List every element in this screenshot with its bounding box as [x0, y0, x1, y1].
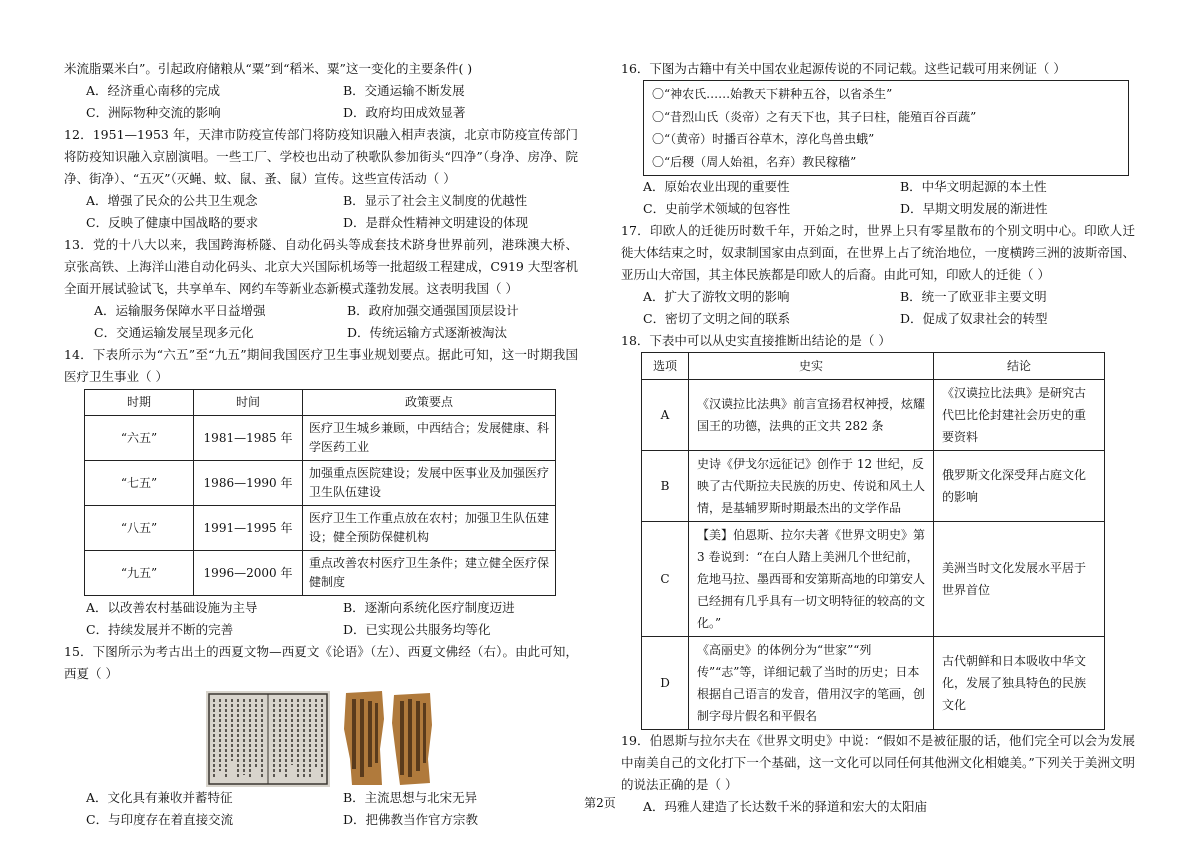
table-cell: 史诗《伊戈尔远征记》创作于 12 世纪，反映了古代斯拉夫民族的历史、传说和风土人情，是基辅罗斯时期最杰出的文学作品: [689, 451, 934, 522]
q17-option-c: C．密切了文明之间的联系: [643, 311, 791, 326]
q18-text: 18．下表中可以从史实直接推断出结论的是（ ）: [621, 333, 891, 348]
table-row: [642, 380, 1105, 451]
table-cell: “八五”: [85, 506, 194, 551]
q11-option-c: C．洲际物种交流的影响: [86, 105, 221, 120]
table-cell: 1991—1995 年: [194, 506, 303, 551]
q16-options-row-2: [621, 198, 1135, 220]
q13-option-a: A．运输服务保障水平日益增强: [94, 303, 266, 318]
table-cell: C: [642, 522, 689, 637]
q12-text: 12．1951—1953 年，天津市防疫宣传部门将防疫知识融入相声表演，北京市防疫宣传部门将防疫知识融入京剧演唱。一些工厂、学校也出动了秧歌队参加街头“四净”（身净、房净、院净、街净）、“五灭”（灭蝇、蚊、鼠、蚤、鼠）宣传。这些宣传活动（ ）: [64, 127, 578, 186]
table-row: [642, 637, 1105, 730]
table-header-row: [642, 353, 1105, 380]
q12-option-b: B．显示了社会主义制度的优越性: [343, 193, 528, 208]
q15-option-b: B．主流思想与北宋无异: [343, 790, 478, 805]
q17-option-d: D．促成了奴隶社会的转型: [900, 311, 1048, 326]
table-header-cell: 选项: [642, 353, 689, 380]
q16-option-a: A．原始农业出现的重要性: [643, 179, 790, 194]
q17-option-a: A．扩大了游牧文明的影响: [643, 289, 790, 304]
q15-text: 15．下图所示为考古出土的西夏文物—西夏文《论语》（左）、西夏文佛经（右）。由此可知，西夏（ ）: [64, 644, 578, 681]
table-header-cell: 时期: [85, 390, 194, 416]
q15-option-a: A．文化具有兼收并蓄特征: [86, 790, 233, 805]
table-cell: 《汉谟拉比法典》前言宣扬君权神授，炫耀国王的功德，法典的正文共 282 条: [689, 380, 934, 451]
table-cell: B: [642, 451, 689, 522]
q11-options-row-1: [64, 80, 578, 102]
quote-line: 〇“神农氏……始教天下耕种五谷，以省杀生”: [652, 87, 893, 101]
q15-images: [64, 689, 578, 787]
table-row: [85, 416, 556, 461]
table-header-cell: 政策要点: [303, 390, 556, 416]
q14-option-c: C．持续发展并不断的完善: [86, 622, 234, 637]
q16-text: 16．下图为古籍中有关中国农业起源传说的不同记载。这些记载可用来例证（ ）: [621, 61, 1066, 76]
table-cell: 俄罗斯文化深受拜占庭文化的影响: [934, 451, 1105, 522]
q16-quote-box: [643, 80, 1129, 176]
table-header-cell: 时间: [194, 390, 303, 416]
table-cell: 美洲当时文化发展水平居于世界首位: [934, 522, 1105, 637]
q14-table: [84, 389, 556, 596]
table-row: [642, 451, 1105, 522]
q12-option-d: D．是群众性精神文明建设的体现: [343, 215, 529, 230]
quote-line: 〇“（黄帝）时播百谷草木，淳化鸟兽虫蛾”: [652, 132, 875, 146]
q11-option-b: B．交通运输不断发展: [343, 83, 465, 98]
q13-option-b: B．政府加强交通强国顶层设计: [347, 303, 519, 318]
q14-text: 14．下表所示为“六五”至“九五”期间我国医疗卫生事业规划要点。据此可知，这一时期我国医疗卫生事业（ ）: [64, 347, 578, 384]
table-cell: A: [642, 380, 689, 451]
q12-options-row-2: [64, 212, 578, 234]
q13-text: 13．党的十八大以来，我国跨海桥隧、自动化码头等成套技术跻身世界前列，港珠澳大桥、京张高铁、上海洋山港自动化码头、北京大兴国际机场等一批超级工程建成，C919 大型客机全面开展试验试飞，共享单车、网约车等新业态新模式蓬勃发展。这表明我国（ ）: [64, 237, 578, 296]
table-cell: “九五”: [85, 551, 194, 596]
table-cell: “六五”: [85, 416, 194, 461]
q17-text: 17．印欧人的迁徙历时数千年，开始之时，世界上只有零星散布的个别文明中心。印欧人迁徙大体结束之时，奴隶制国家由点到面，在世界上占了统治地位，一度横跨三洲的波斯帝国、亚历山大帝国，其主体民族都是印欧人的后裔。由此可知，印欧人的迁徙（ ）: [621, 223, 1135, 282]
q11-option-a: A．经济重心南移的完成: [86, 83, 221, 98]
q16-option-d: D．早期文明发展的渐进性: [900, 201, 1048, 216]
table-cell: 1996—2000 年: [194, 551, 303, 596]
q14-option-d: D．已实现公共服务均等化: [343, 622, 491, 637]
table-row: [85, 551, 556, 596]
table-cell: 医疗卫生工作重点放在农村；加强卫生队伍建设；健全预防保健机构: [303, 506, 556, 551]
table-cell: D: [642, 637, 689, 730]
q11-options-row-2: [64, 102, 578, 124]
xixia-lunyu-book-image: [206, 691, 330, 787]
q11-option-d: D．政府均田成效显著: [343, 105, 466, 120]
xixia-sutra-fragments-image: [342, 689, 436, 787]
q14-options-row-2: [64, 619, 578, 641]
table-cell: 《高丽史》的体例分为“世家”“列传”“志”等，详细记载了当时的历史；日本根据自己语言的发音，借用汉字的笔画，创制字母片假名和平假名: [689, 637, 934, 730]
q12-option-a: A．增强了民众的公共卫生观念: [86, 193, 258, 208]
q14-options-row-1: [64, 597, 578, 619]
q19-option-a: A．玛雅人建造了长达数千米的驿道和宏大的太阳庙: [643, 799, 928, 814]
table-header-cell: 史实: [689, 353, 934, 380]
q12-options-row-1: [64, 190, 578, 212]
table-cell: 1981—1985 年: [194, 416, 303, 461]
table-cell: 重点改善农村医疗卫生条件；建立健全医疗保健制度: [303, 551, 556, 596]
q13-options-row-1: [64, 300, 578, 322]
q15-option-d: D．把佛教当作官方宗教: [343, 812, 479, 827]
q13-options-row-2: [64, 322, 578, 344]
right-column: [621, 58, 1135, 818]
q14-option-b: B．逐渐向系统化医疗制度迈进: [343, 600, 515, 615]
table-row: [642, 522, 1105, 637]
q13-option-c: C．交通运输发展呈现多元化: [94, 325, 254, 340]
q12-option-c: C．反映了健康中国战略的要求: [86, 215, 259, 230]
quote-line: 〇“昔烈山氏（炎帝）之有天下也，其子曰柱，能殖百谷百蔬”: [652, 109, 977, 124]
table-cell: 医疗卫生城乡兼顾，中西结合；发展健康、科学医药工业: [303, 416, 556, 461]
q16-option-b: B．中华文明起源的本土性: [900, 179, 1047, 194]
q17-option-b: B．统一了欧亚非主要文明: [900, 289, 1047, 304]
table-cell: “七五”: [85, 461, 194, 506]
left-column: [64, 58, 578, 831]
q18-table: [641, 352, 1105, 730]
q15-option-c: C．与印度存在着直接交流: [86, 812, 234, 827]
table-cell: 古代朝鲜和日本吸收中华文化，发展了独具特色的民族文化: [934, 637, 1105, 730]
table-header-cell: 结论: [934, 353, 1105, 380]
q13-option-d: D．传统运输方式逐渐被淘汰: [347, 325, 508, 340]
page-number: 第2页: [584, 796, 616, 810]
q16-options-row-1: [621, 176, 1135, 198]
q19-text: 19．伯恩斯与拉尔夫在《世界文明史》中说：“假如不是被征服的话，他们完全可以会为发展中南美自己的文化打下一个基础，这一文化可以同任何其他洲文化相媲美。”下列关于美洲文明的说法正确的是（ ）: [621, 733, 1135, 792]
q14-option-a: A．以改善农村基础设施为主导: [86, 600, 258, 615]
table-header-row: [85, 390, 556, 416]
q17-options-row-1: [621, 286, 1135, 308]
table-row: [85, 461, 556, 506]
table-cell: 《汉谟拉比法典》是研究古代巴比伦封建社会历史的重要资料: [934, 380, 1105, 451]
table-row: [85, 506, 556, 551]
table-cell: 1986—1990 年: [194, 461, 303, 506]
q16-option-c: C．史前学术领域的包容性: [643, 201, 791, 216]
table-cell: 【美】伯恩斯、拉尔夫著《世界文明史》第 3 卷说到：“在白人踏上美洲几个世纪前，危地马拉、墨西哥和安第斯高地的印第安人已经拥有几乎具有一切文明特征的较高的文化。”: [689, 522, 934, 637]
table-cell: 加强重点医院建设；发展中医事业及加强医疗卫生队伍建设: [303, 461, 556, 506]
q17-options-row-2: [621, 308, 1135, 330]
q11-tail: 米流脂粟米白”。引起政府储粮从“粟”到“稻米、粟”这一变化的主要条件( ): [64, 61, 473, 76]
quote-line: 〇“后稷（周人始祖，名弃）教民稼穑”: [652, 154, 857, 169]
